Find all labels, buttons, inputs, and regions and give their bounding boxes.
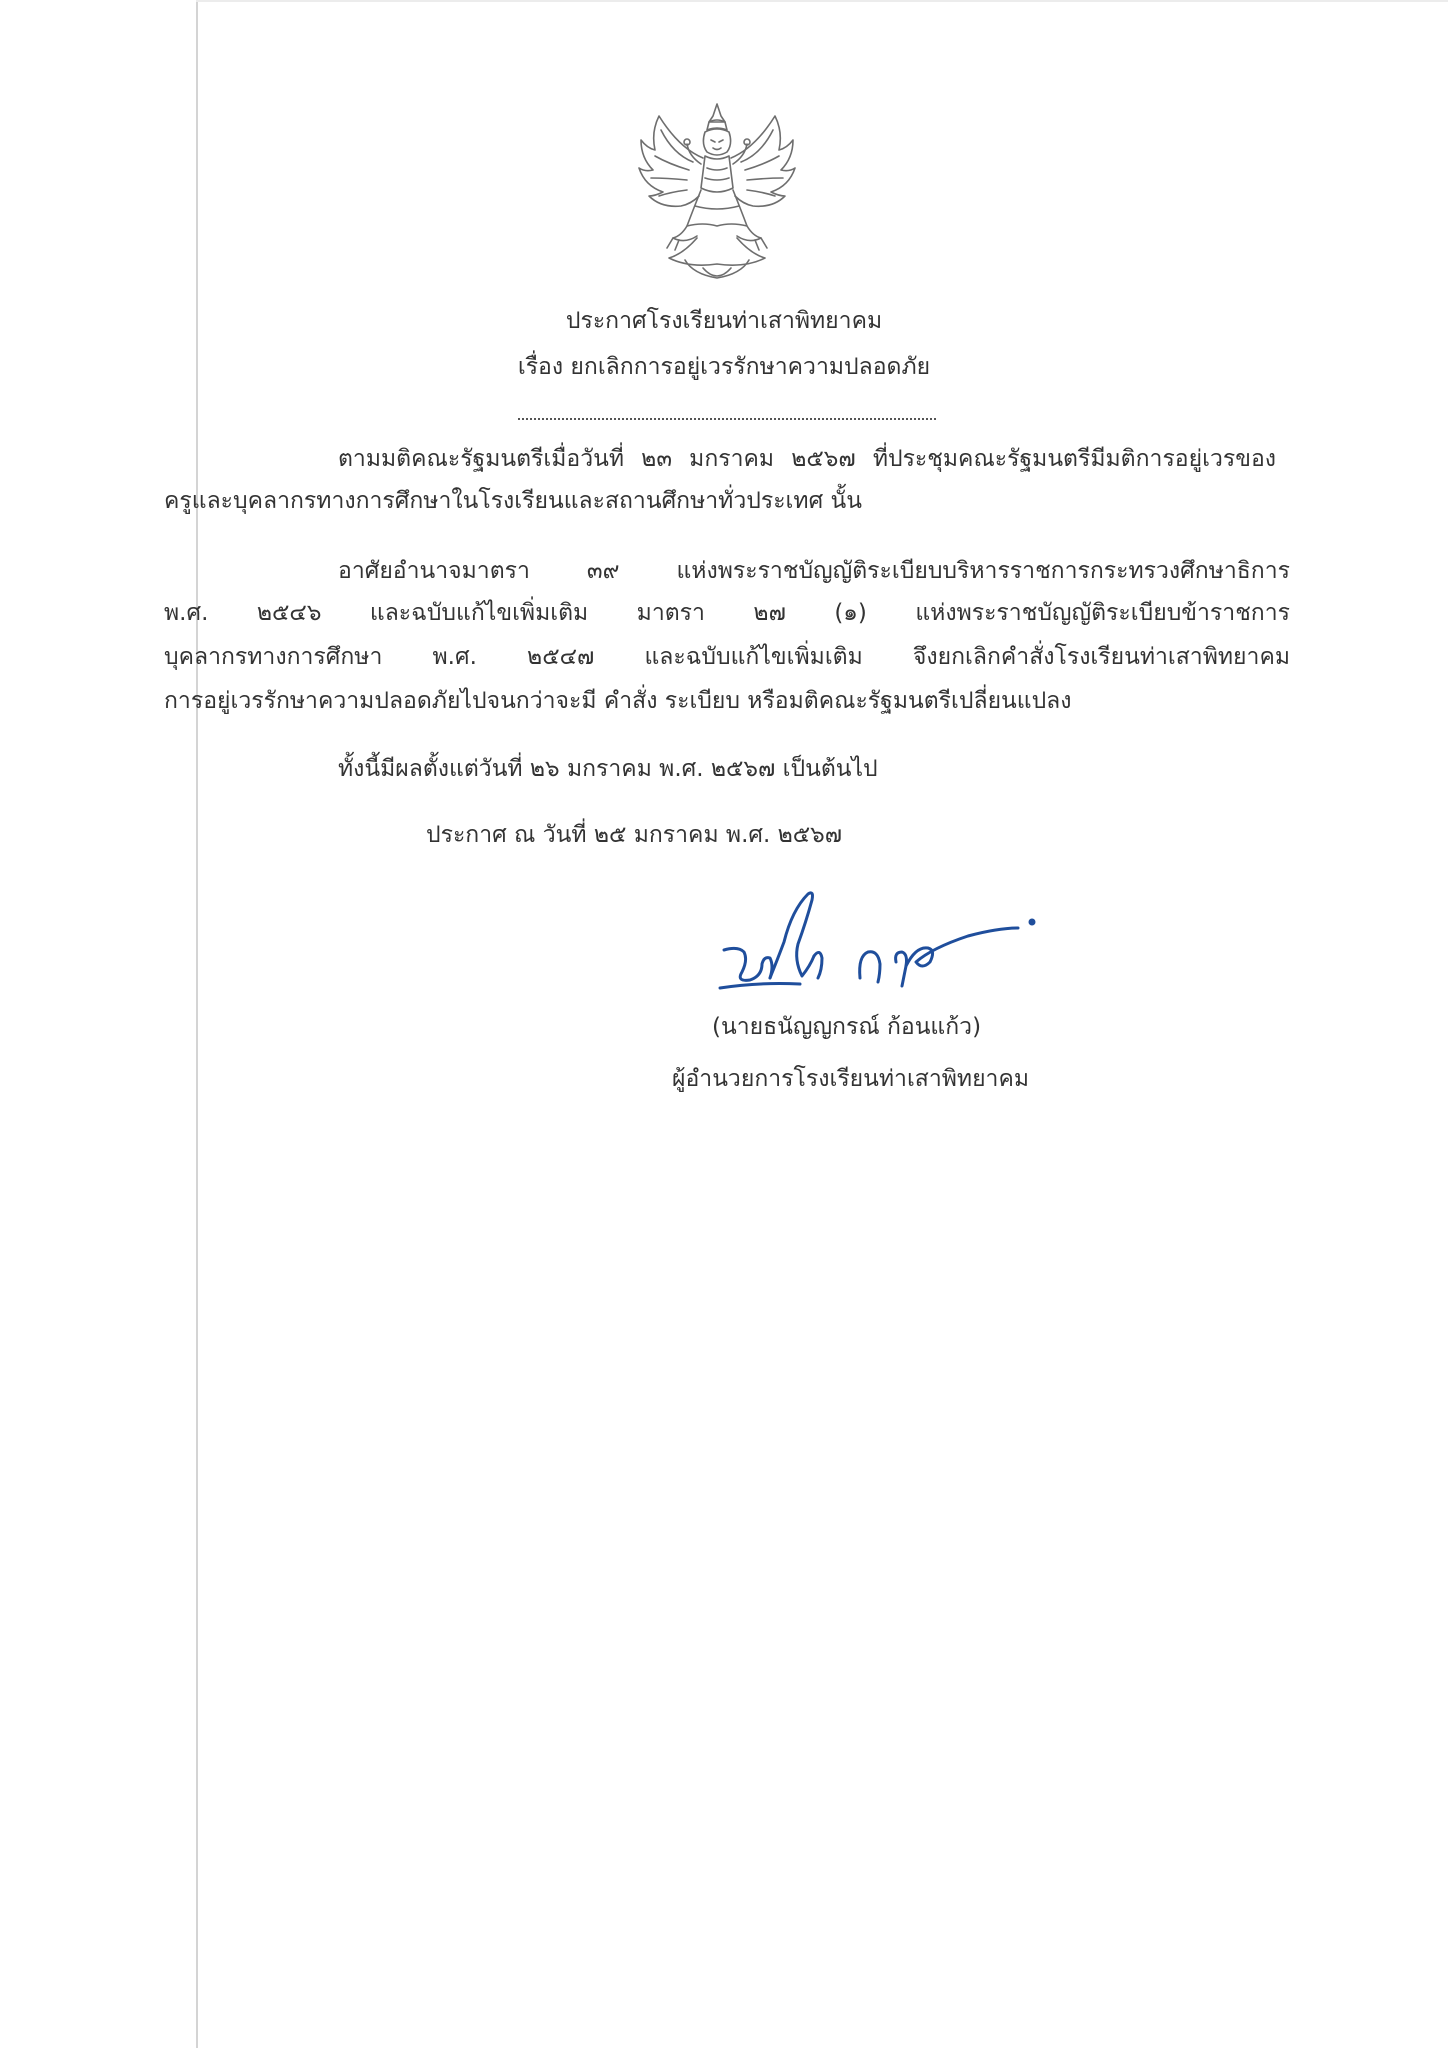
paragraph-2-line-3: บุคลากรทางการศึกษา พ.ศ. ๒๕๔๗ และฉบับแก้ไขเพิ่มเติม จึงยกเลิกคำสั่งโรงเรียนท่าเสาพิทยาคม (164, 644, 1290, 670)
dotted-divider (518, 418, 936, 420)
paragraph-1-line-2: ครูและบุคลากรทางการศึกษาในโรงเรียนและสถานศึกษาทั่วประเทศ นั้น (164, 488, 862, 514)
paragraph-1-line-1: ตามมติคณะรัฐมนตรีเมื่อวันที่ ๒๓ มกราคม ๒๕๖๗ ที่ประชุมคณะรัฐมนตรีมีมติการอยู่เวรของ (338, 446, 1276, 472)
announcement-subject: เรื่อง ยกเลิกการอยู่เวรรักษาความปลอดภัย (517, 354, 931, 380)
paragraph-2-line-1: อาศัยอำนาจมาตรา ๓๙ แห่งพระราชบัญญัติระเบียบบริหารราชการกระทรวงศึกษาธิการ (338, 558, 1290, 584)
announcement-date-line: ประกาศ ณ วันที่ ๒๕ มกราคม พ.ศ. ๒๕๖๗ (426, 822, 843, 848)
announcement-title: ประกาศโรงเรียนท่าเสาพิทยาคม (565, 308, 883, 334)
signatory-position: ผู้อำนวยการโรงเรียนท่าเสาพิทยาคม (672, 1066, 1030, 1092)
handwritten-signature (718, 886, 1038, 1006)
effective-date-line: ทั้งนี้มีผลตั้งแต่วันที่ ๒๖ มกราคม พ.ศ. ๒๕๖๗ เป็นต้นไป (338, 756, 878, 782)
garuda-emblem-icon (633, 98, 801, 288)
signatory-name: (นายธนัญญกรณ์ ก้อนแก้ว) (712, 1014, 982, 1040)
paragraph-2-line-2: พ.ศ. ๒๕๔๖ และฉบับแก้ไขเพิ่มเติม มาตรา ๒๗ (๑) แห่งพระราชบัญญัติระเบียบข้าราชการ (164, 600, 1290, 626)
paragraph-2-line-4: การอยู่เวรรักษาความปลอดภัยไปจนกว่าจะมี คำสั่ง ระเบียบ หรือมติคณะรัฐมนตรีเปลี่ยนแปลง (164, 688, 1072, 714)
scan-page-edge-top (196, 0, 1448, 2)
